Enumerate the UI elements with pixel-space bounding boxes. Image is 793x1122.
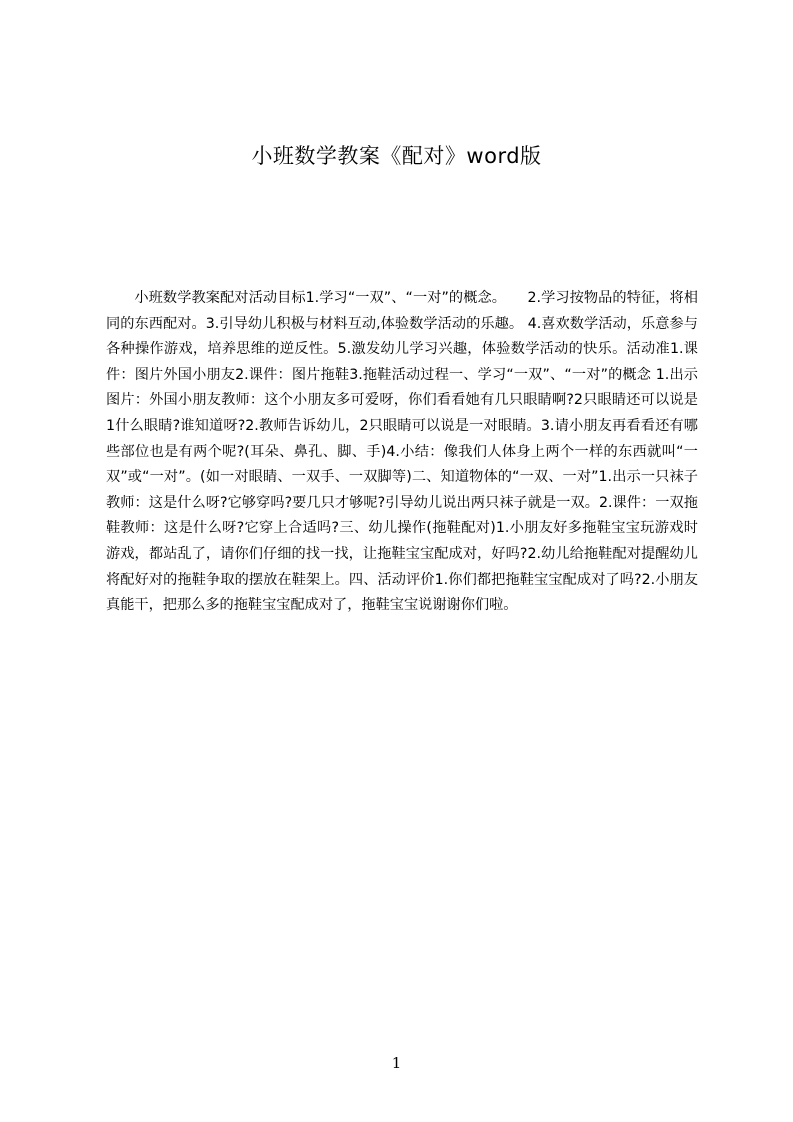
document-body: 小班数学教案配对活动目标1.学习“一双”、“一对”的概念。 2.学习按物品的特征，将相同的东西配对。3.引导幼儿积极与材料互动,体验数学活动的乐趣。 4.喜欢数学活动，乐意参与各种操作游戏，培养思维的逆反性。5.激发幼儿学习兴趣，体验数学活动的快乐。活动准1.课件：图片外国小朋友2.课件：图片拖鞋3.拖鞋活动过程一、学习“一双”、“一对”的概念 1.出示图片：外国小朋友教师：这个小朋友多可爱呀，你们看看她有几只眼睛啊?2只眼睛还可以说是1什么眼睛?谁知道呀?2.教师告诉幼儿，2只眼睛可以说是一对眼睛。3.请小朋友再看看还有哪些部位也是有两个呢?(耳朵、鼻孔、脚、手)4.小结：像我们人体身上两个一样的东西就叫“一双”或“一对”。(如一对眼睛、一双手、一双脚等)二、知道物体的“一双、一对”1.出示一只袜子教师：这是什么呀?它够穿吗?要几只才够呢?引导幼儿说出两只袜子就是一双。2.课件：一双拖鞋教师：这是什么呀?它穿上合适吗?三、幼儿操作(拖鞋配对)1.小朋友好多拖鞋宝宝玩游戏时游戏，都站乱了，请你们仔细的找一找，让拖鞋宝宝配成对，好吗?2.幼儿给拖鞋配对提醒幼儿将配好对的拖鞋争取的摆放在鞋架上。四、活动评价1.你们都把拖鞋宝宝配成对了吗?2.小朋友真能干，把那么多的拖鞋宝宝配成对了，拖鞋宝宝说谢谢你们啦。 bbox=[106, 290, 698, 614]
page-number: 1 bbox=[391, 1054, 402, 1072]
document-title: 小班数学教案《配对》word版 bbox=[251, 144, 542, 168]
